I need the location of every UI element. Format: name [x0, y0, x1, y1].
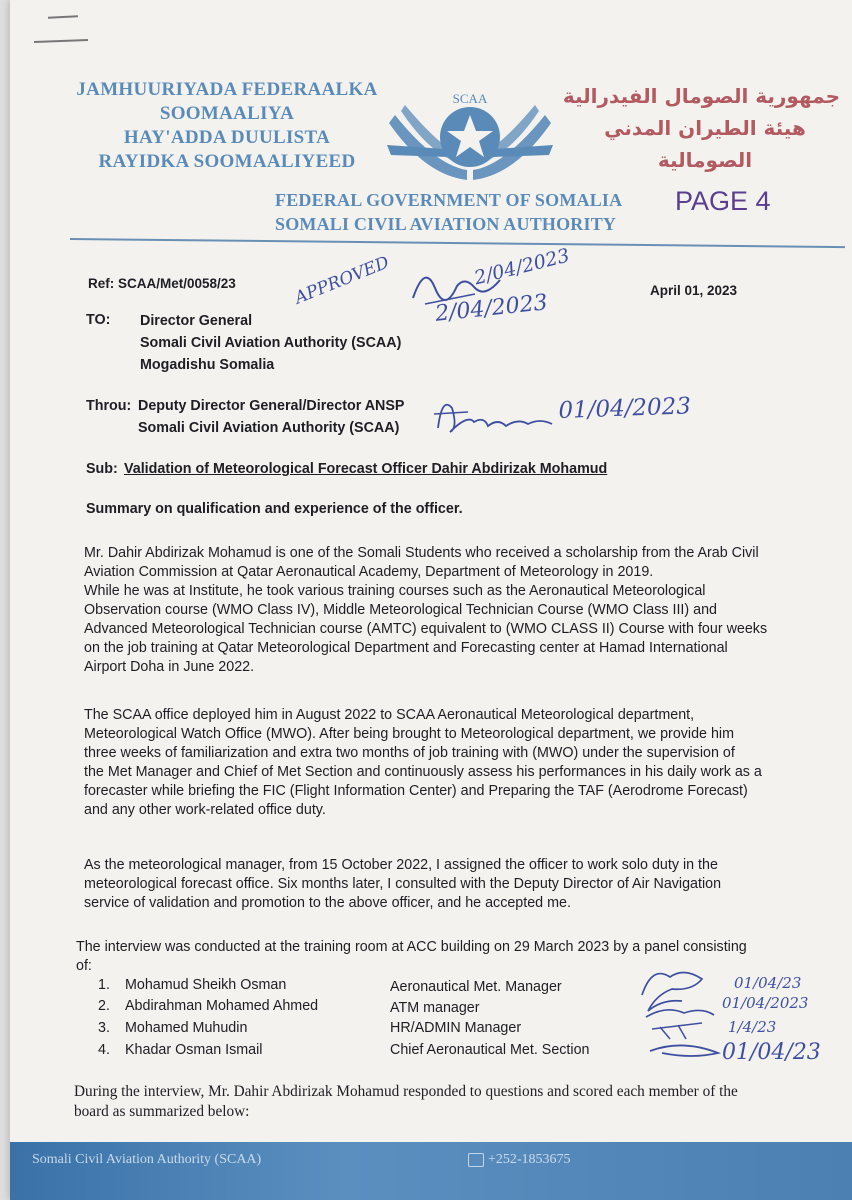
throu-label: Throu: [86, 398, 132, 414]
to-line: Mogadishu Somalia [140, 357, 275, 373]
subject-line: Validation of Meteorological Forecast Officer Dahir Abdirizak Mohamud [124, 461, 608, 477]
paragraph-line: on the job training at Qatar Meteorological Department and Forecasting center at Hamad International [84, 640, 728, 656]
footer-organization: Somali Civil Aviation Authority (SCAA) [32, 1152, 262, 1167]
paragraph-line: As the meteorological manager, from 15 October 2022, I assigned the officer to work solo duty in the [84, 857, 718, 873]
paragraph-line: Aviation Commission at Qatar Aeronautical Academy, Department of Meteorology in 2019. [84, 564, 654, 580]
fold-mark [34, 39, 88, 43]
handwritten-panel-date: 01/04/2023 [722, 994, 809, 1012]
handwritten-approved: APPROVED [292, 252, 393, 309]
panel-member-role: Aeronautical Met. Manager [390, 979, 562, 995]
paragraph-line: During the interview, Mr. Dahir Abdirizak Mohamud responded to questions and scored each member of the [74, 1083, 738, 1100]
paragraph-line: meteorological forecast office. Six months later, I consulted with the Deputy Director of Air Navigation [84, 876, 722, 892]
panel-signatures [622, 955, 732, 1075]
letterhead-english [275, 188, 622, 236]
header-rule [70, 238, 845, 248]
letterhead-somali-line: RAYIDKA SOOMAALIYEED [98, 151, 356, 172]
panel-member-name: Abdirahman Mohamed Ahmed [125, 998, 319, 1014]
paragraph-line: service of validation and promotion to the above officer, and he accepted me. [84, 895, 571, 911]
subject-label: Sub: [86, 461, 118, 477]
paragraph-line: and any other work-related office duty. [84, 802, 326, 818]
to-line: Somali Civil Aviation Authority (SCAA) [140, 335, 402, 351]
handwritten-throu-date: 01/04/2023 [558, 393, 692, 424]
paragraph-line: three weeks of familiarization and extra two months of job training with (MWO) under the supervision of [84, 745, 735, 761]
paragraph-line: of: [76, 958, 92, 974]
panel-member-role: Chief Aeronautical Met. Section [390, 1042, 590, 1058]
letterhead-arabic-line: هيئة الطيران المدني [604, 116, 806, 140]
panel-number: 3. [98, 1020, 110, 1036]
paragraph-line: Advanced Meteorological Technician course (AMTC) equivalent to (WMO CLASS II) Course with four weeks [84, 621, 768, 637]
letter-date: April 01, 2023 [650, 283, 738, 298]
handwritten-approval-date: 2/04/2023 [434, 290, 549, 327]
handwritten-panel-date: 01/04/23 [734, 974, 802, 992]
panel-member-name: Khadar Osman Ismail [125, 1042, 263, 1058]
letterhead-somali-line: HAY'ADDA DUULISTA [123, 127, 331, 148]
paragraph-line: Observation course (WMO Class IV), Middle Meteorological Technician Course (WMO Class III) and [84, 602, 717, 618]
throu-line: Deputy Director General/Director ANSP [138, 398, 405, 414]
letterhead-english-line: SOMALI CIVIL AVIATION AUTHORITY [275, 214, 617, 234]
handwritten-panel-date: 01/04/23 [722, 1040, 821, 1065]
summary-heading: Summary on qualification and experience of the officer. [86, 501, 463, 517]
throu-line: Somali Civil Aviation Authority (SCAA) [138, 420, 400, 436]
letterhead-somali-line: SOOMAALIYA [159, 103, 295, 124]
letterhead-arabic-line: الصومالية [657, 148, 753, 172]
paragraph-line: board as summarized below: [74, 1103, 250, 1120]
letterhead-arabic [562, 80, 840, 176]
paragraph-line: The interview was conducted at the training room at ACC building on 29 March 2023 by a panel consisting [76, 939, 747, 955]
panel-number: 1. [98, 977, 110, 993]
paragraph-education [84, 544, 767, 677]
paragraph-line: Mr. Dahir Abdirizak Mohamud is one of the Somali Students who received a scholarship from the Arab Civil [84, 545, 759, 561]
panel-member-name: Mohamud Sheikh Osman [125, 977, 287, 993]
paragraph-line: the Met Manager and Chief of Met Section and continuously assess his performances in his daily work as a [84, 764, 762, 780]
letterhead-somali [62, 78, 392, 174]
panel-member-role: HR/ADMIN Manager [390, 1020, 522, 1036]
paragraph-assignment [84, 856, 721, 913]
reference-number: Ref: SCAA/Met/0058/23 [88, 276, 236, 291]
handwritten-panel-date: 1/4/23 [728, 1018, 777, 1036]
panel-member-role: ATM manager [390, 1000, 480, 1016]
letterhead-english-line: FEDERAL GOVERNMENT OF SOMALIA [275, 190, 623, 210]
paragraph-line: The SCAA office deployed him in August 2022 to SCAA Aeronautical Meteorological department, [84, 707, 695, 723]
panel-member-name: Mohamed Muhudin [125, 1020, 248, 1036]
paragraph-scoring [74, 1082, 738, 1122]
letterhead-somali-line: JAMHUURIYADA FEDERAALKA [76, 79, 378, 100]
letterhead-arabic-line: جمهورية الصومال الفيدرالية [562, 84, 840, 108]
paragraph-line: While he was at Institute, he took various training courses such as the Aeronautical Meteorological [84, 583, 706, 599]
paragraph-line: Meteorological Watch Office (MWO). After being brought to Meteorological department, we provide him [84, 726, 735, 742]
scaa-logo [375, 75, 565, 195]
page-label: PAGE 4 [675, 186, 771, 216]
deputy-signature [428, 388, 578, 448]
footer-bar [10, 1142, 852, 1200]
logo-text: SCAA [452, 91, 488, 106]
panel-number: 2. [98, 998, 110, 1014]
paragraph-line: Airport Doha in June 2022. [84, 659, 255, 675]
paragraph-deployment [84, 706, 762, 820]
letter-page [10, 0, 852, 1200]
phone-icon [468, 1153, 484, 1167]
footer-phone: +252-1853675 [488, 1152, 571, 1167]
panel-number: 4. [98, 1042, 110, 1058]
paragraph-line: forecaster while briefing the FIC (Flight Information Center) and Preparing the TAF (Aerodrome Forecast) [84, 783, 748, 799]
to-line: Director General [140, 313, 253, 329]
to-label: TO: [86, 312, 111, 328]
fold-mark [48, 15, 78, 19]
handwritten-approval-date: 2/04/2023 [472, 244, 572, 290]
